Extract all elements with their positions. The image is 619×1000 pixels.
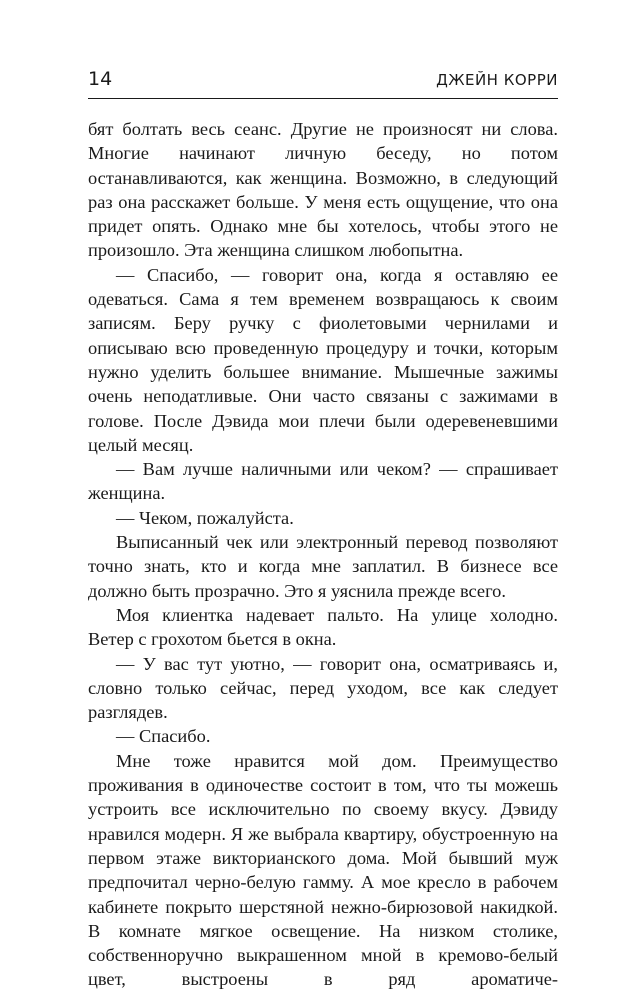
paragraph: — Чеком, пожалуйста. xyxy=(116,507,294,528)
paragraph: Мне тоже нравится мой дом. Преимущество проживания в одиночестве состоит в том, что ты можешь устроить все исключительно по своему вкусу. Дэвиду нравился модерн. Я же выбрала квартиру, обустроенную на первом этаже викторианского дома. Мой бывший муж предпочитал черно-белую гамму. А мое кресло в рабочем кабинете покрыто шерстяной нежно-бирюзовой накидкой. В комнате мягкое освещение. На низком столике, собственноручно выкрашенном мной в кремово-белый цвет, выстроены в ряд ароматиче- xyxy=(88,750,558,990)
paragraph: бят болтать весь сеанс. Другие не произносят ни слова. Многие начинают личную беседу, но потом останавливаются, как женщина. Возможно, в следующий раз она расскажет больше. У меня есть ощущение, что она придет опять. Однако мне бы хотелось, чтобы этого не произошло. Эта женщина слишком любопытна. xyxy=(88,119,558,261)
paragraph: — Спасибо. xyxy=(116,726,211,747)
page-number: 14 xyxy=(88,68,113,90)
paragraph: — Вам лучше наличными или чеком? — спрашивает женщина. xyxy=(88,459,558,504)
page-header xyxy=(88,68,558,98)
book-text xyxy=(88,117,558,992)
paragraph: Моя клиентка надевает пальто. На улице холодно. Ветер с грохотом бьется в окна. xyxy=(88,604,558,650)
running-head: ДЖЕЙН КОРРИ xyxy=(436,71,558,89)
paragraph: — Спасибо, — говорит она, когда я оставляю ее одеваться. Сама я тем временем возвращаюсь к своим записям. Беру ручку с фиолетовыми чернилами и описываю всю проведенную процедуру и точки, которым нужно уделить большее внимание. Мышечные зажимы очень неподатливые. Они часто связаны с зажимами в голове. После Дэвида мои плечи были одеревеневшими целый месяц. xyxy=(88,264,558,455)
header-rule xyxy=(88,98,558,99)
paragraph: — У вас тут уютно, — говорит она, осматриваясь и, словно только сейчас, перед уходом, все как следует разглядев. xyxy=(88,653,558,723)
paragraph: Выписанный чек или электронный перевод позволяют точно знать, кто и когда мне заплатил. В бизнесе все должно быть прозрачно. Это я уяснила прежде всего. xyxy=(88,532,558,601)
